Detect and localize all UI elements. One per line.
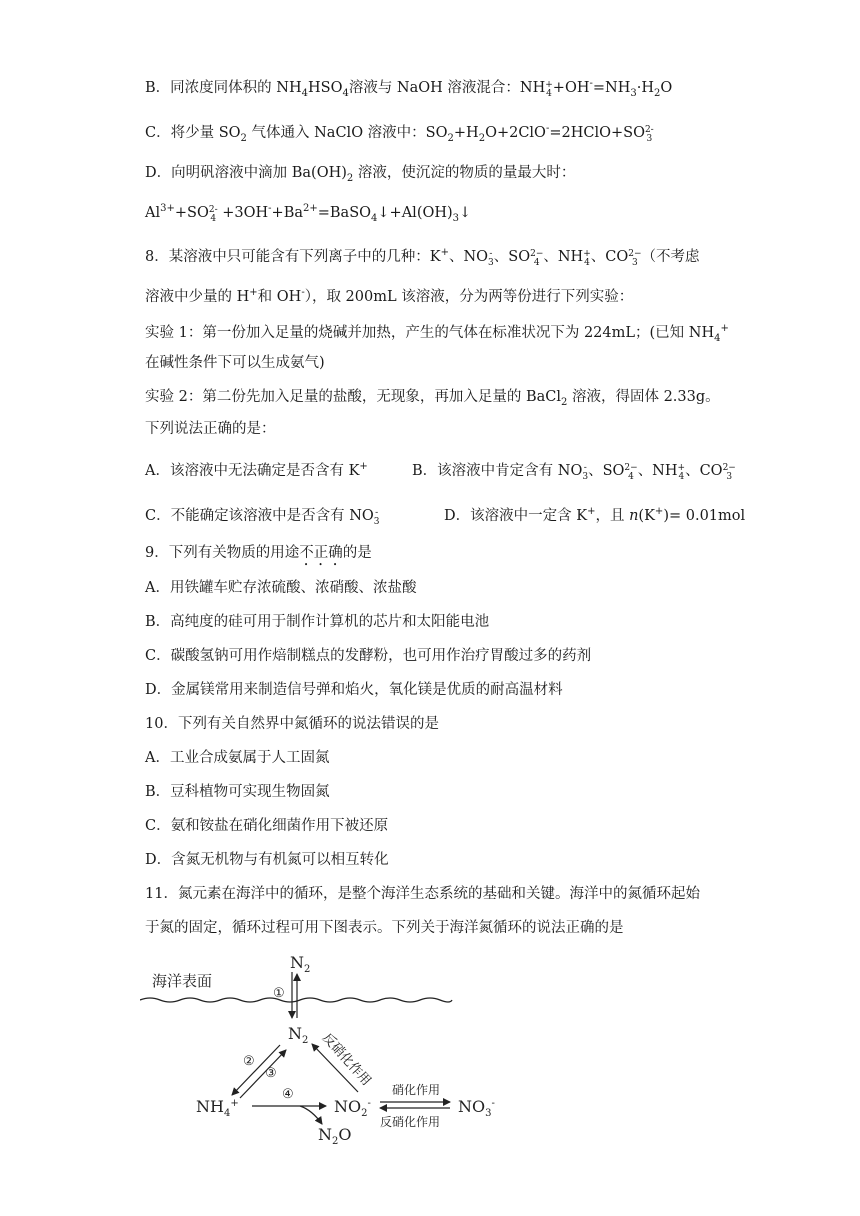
q8-option-b: B．该溶液中肯定含有 NO - 3 、SO 2− 4 、NH + 4 、CO 2− 3 [412, 463, 736, 482]
q8-stem-line2: 溶液中少量的 H+和 OH-），取 200mL 该溶液，分为两等份进行下列实验： [145, 287, 634, 305]
q8-option-d: D．该溶液中一定含 K+，且 n(K+)= 0.01mol [444, 506, 746, 524]
q8-experiment-2: 实验 2：第二份先加入足量的盐酸，无现象，再加入足量的 BaCl$_2$ 溶液，得固体 2.33g。 [145, 389, 720, 408]
q10-option-b: B．豆科植物可实现生物固氮 [145, 784, 330, 800]
q8-experiment-1: 实验 1：第一份加入足量的烧碱并加热，产生的气体在标准状况下为 224mL；(已知 $NH_4^+$ [145, 323, 729, 344]
q8-experiment-1-note: 在碱性条件下可以生成氨气) [145, 355, 325, 371]
nitrogen-cycle-diagram [140, 940, 520, 1150]
q9-option-b: B．高纯度的硅可用于制作计算机的芯片和太阳能电池 [145, 614, 490, 630]
n2-atmosphere-label: $N_2$ [290, 953, 311, 975]
q8-stem-line1: 8．某溶液中只可能含有下列离子中的几种：K+、NO - 3 、SO 2− 4 、NH + 4 、CO 2− 3 （不考虑 [145, 247, 700, 268]
q7-option-d-equation: $Al^{3+}+SO$ 2- 4 $+3OH^-+Ba^{2+}=BaSO_4↓+Al(OH)_3↓$ [145, 203, 472, 224]
q10-option-a: A．工业合成氨属于人工固氮 [145, 750, 330, 766]
step-1-label: ① [273, 986, 285, 1001]
q10-option-c: C．氨和铵盐在硝化细菌作用下被还原 [145, 818, 389, 834]
nh4-label: $NH_4^+$ [196, 1097, 239, 1119]
q9-option-c: C．碳酸氢钠可用作焙制糕点的发酵粉，也可用作治疗胃酸过多的药剂 [145, 648, 592, 664]
q7-option-d: D．向明矾溶液中滴加 $Ba(OH)_2$ 溶液，使沉淀的物质的量最大时： [145, 165, 576, 184]
q10-stem: 10．下列有关自然界中氮循环的说法错误的是 [145, 716, 439, 732]
step-4-label: ④ [282, 1087, 294, 1102]
n2o-label: $N_2O$ [318, 1125, 352, 1147]
ocean-surface-label: 海洋表面 [152, 972, 213, 990]
no3-label: $NO_3^-$ [458, 1097, 495, 1119]
ocean-surface-wave [140, 998, 452, 1002]
q8-option-a: A．该溶液中无法确定是否含有 K+ [145, 461, 368, 479]
q8-question: 下列说法正确的是： [145, 421, 276, 437]
q7-option-b: B．同浓度同体积的 $NH_4HSO_4$溶液与 NaOH 溶液混合：NH + 4 $+OH^-=NH_3\cdot H_2O$ [145, 78, 673, 99]
step-2-label: ② [243, 1054, 255, 1069]
no2-label: $NO_2^-$ [334, 1097, 371, 1119]
q7-option-c: C．将少量 $SO_2$ 气体通入 NaClO 溶液中：$SO_2+H_2O+2ClO^-=2HClO+SO$ 2- 3 [145, 123, 654, 144]
q10-option-d: D．含氮无机物与有机氮可以相互转化 [145, 852, 389, 868]
q11-stem-line1: 11．氮元素在海洋中的循环，是整个海洋生态系统的基础和关键。海洋中的氮循环起始 [145, 886, 700, 902]
q11-stem-line2: 于氮的固定，循环过程可用下图表示。下列关于海洋氮循环的说法正确的是 [145, 920, 624, 936]
arrow-nh4-to-n2o [300, 1106, 322, 1124]
q9-stem: 9．下列有关物质的用途不正确的是 [145, 545, 372, 561]
step-3-label: ③ [265, 1066, 277, 1081]
denitrification-label: 反硝化作用 [380, 1115, 441, 1129]
q9-option-a: A．用铁罐车贮存浓硫酸、浓硝酸、浓盐酸 [145, 580, 417, 596]
q8-option-c: C．不能确定该溶液中是否含有 NO - 3 [145, 508, 380, 527]
nitrification-label: 硝化作用 [392, 1083, 441, 1097]
n2-ocean-label: $N_2$ [288, 1024, 309, 1046]
denitrification-diagonal-label: 反硝化作用 [319, 1030, 374, 1089]
q9-option-d: D．金属镁常用来制造信号弹和焰火，氧化镁是优质的耐高温材料 [145, 682, 563, 698]
